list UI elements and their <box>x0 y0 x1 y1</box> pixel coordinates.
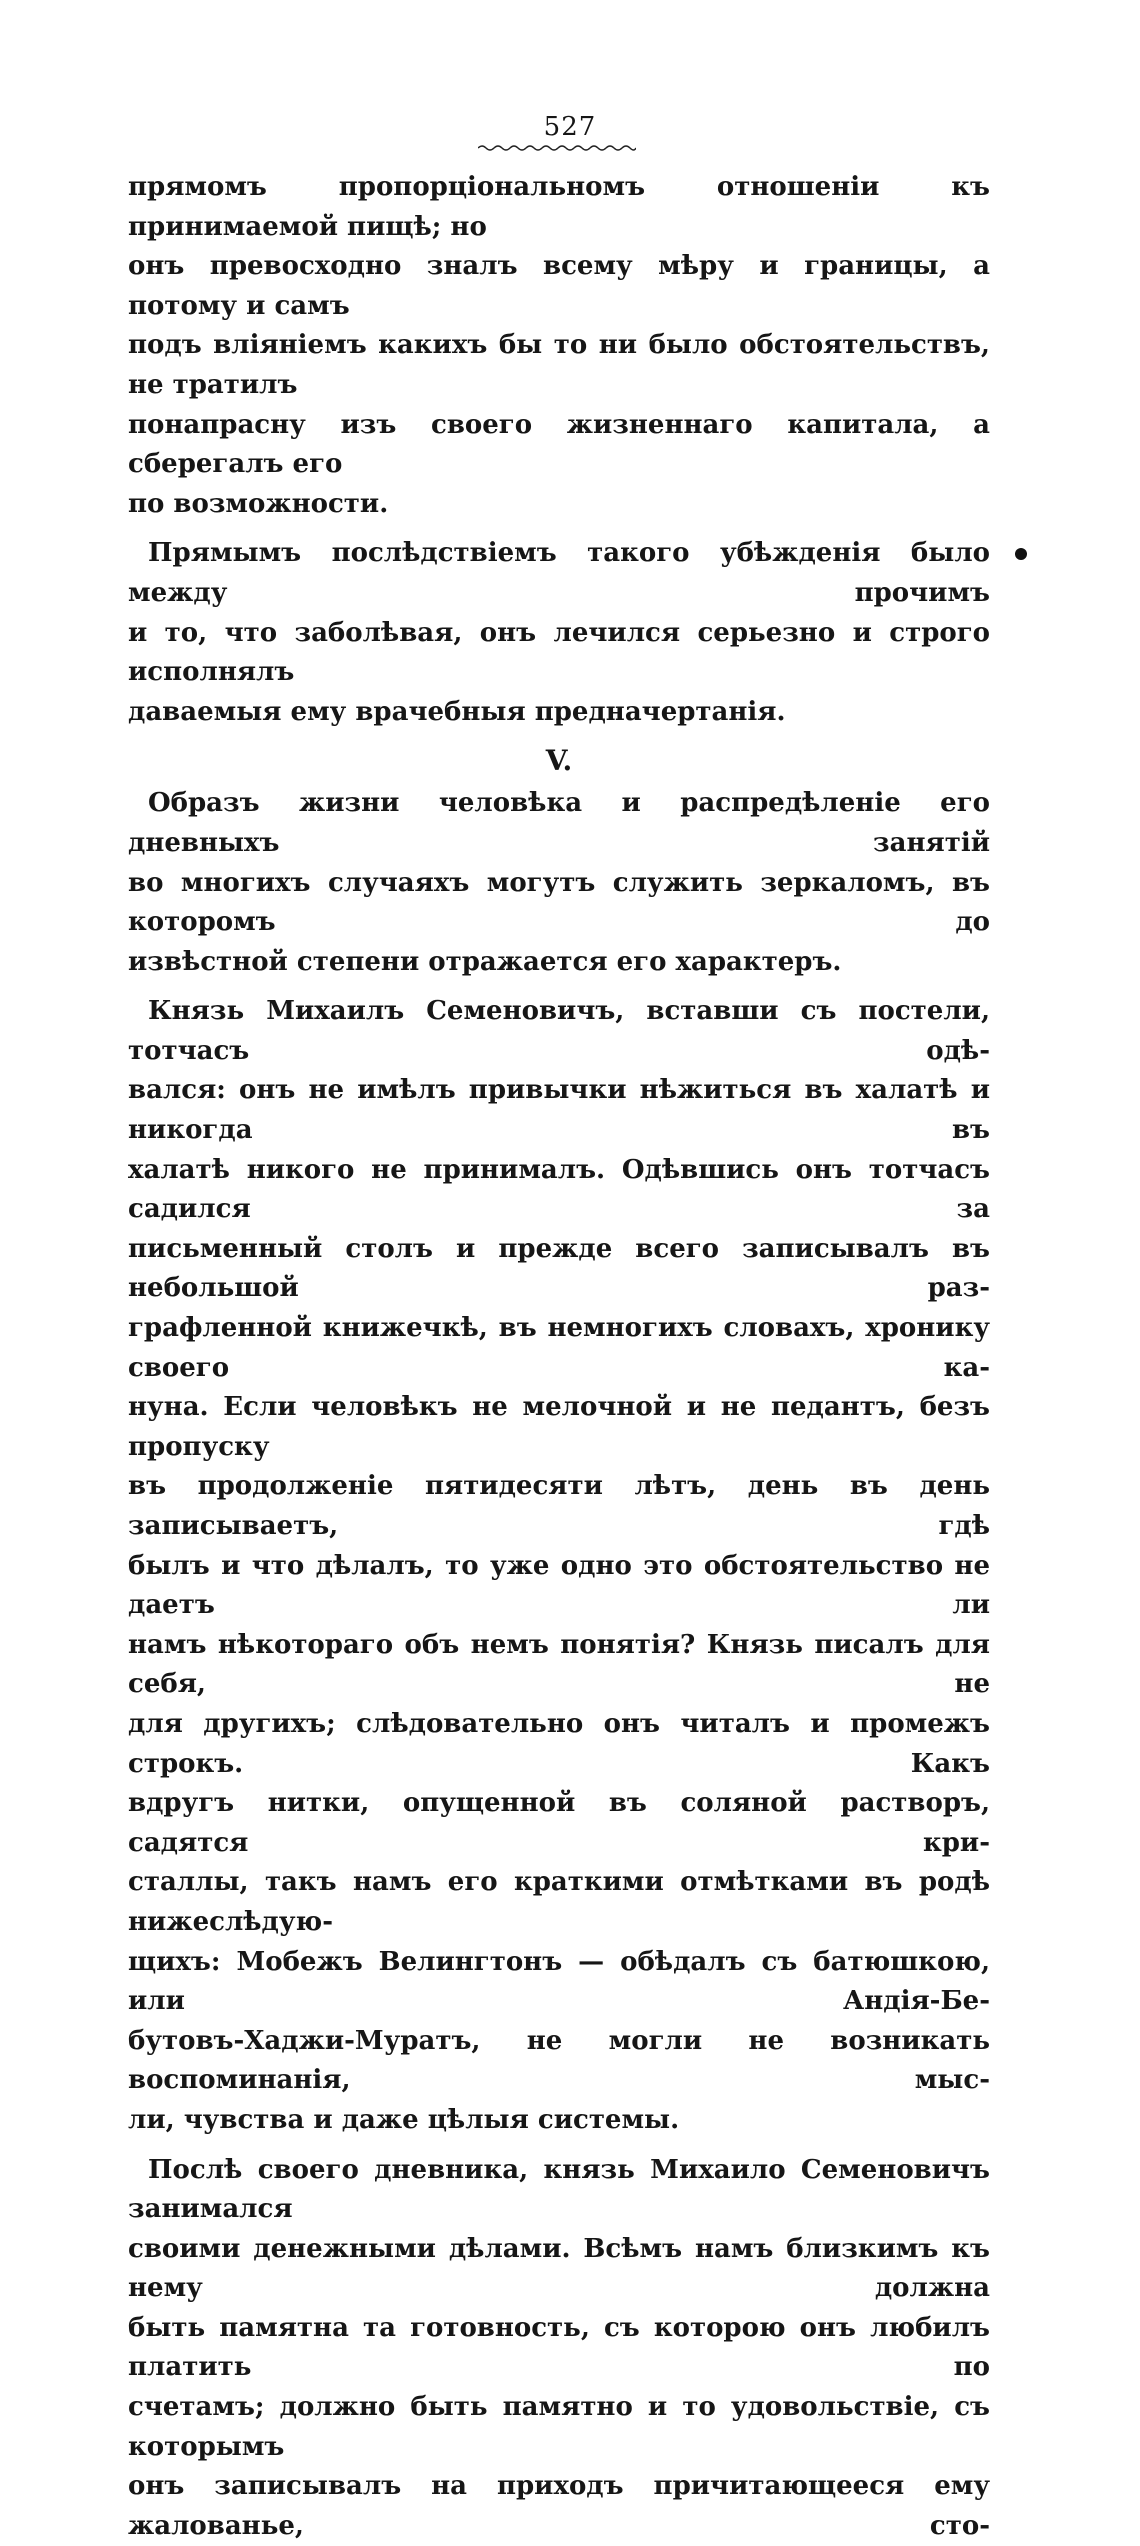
text-line: нуна. Если человѣкъ не мелочной и не педантъ, безъ пропуску <box>128 1388 990 1467</box>
text-line: былъ и что дѣлалъ, то уже одно это обстоятельство не даетъ ли <box>128 1547 990 1626</box>
text-line: вдругъ нитки, опущенной въ соляной растворъ, садятся кри- <box>128 1784 990 1863</box>
text-line: Князь Михаилъ Семеновичъ, вставши съ постели, тотчасъ одѣ- <box>128 992 990 1071</box>
paragraph-5 <box>128 2151 990 2546</box>
text-line: намъ нѣкотораго объ немъ понятія? Князь писалъ для себя, не <box>128 1626 990 1705</box>
text-line: во многихъ случаяхъ могутъ служить зеркаломъ, въ которомъ до <box>128 864 990 943</box>
text-line: вался: онъ не имѣлъ привычки нѣжиться въ халатѣ и никогда въ <box>128 1071 990 1150</box>
page-number: 527 <box>0 112 1140 142</box>
text-line: письменный столъ и прежде всего записывалъ въ небольшой раз- <box>128 1230 990 1309</box>
text-line: своими денежными дѣлами. Всѣмъ намъ близкимъ къ нему должна <box>128 2230 990 2309</box>
text-line: Образъ жизни человѣка и распредѣленіе его дневныхъ занятій <box>128 784 990 863</box>
text-line: понапрасну изъ своего жизненнаго капитала, а сберегалъ его <box>128 406 990 485</box>
paragraph-3 <box>128 784 990 982</box>
text-line: сталлы, такъ намъ его краткими отмѣтками въ родѣ нижеслѣдую- <box>128 1863 990 1942</box>
paragraph-4 <box>128 992 990 2140</box>
header-ornament <box>478 144 636 152</box>
paragraph-1 <box>128 168 990 524</box>
page-body <box>128 168 990 2546</box>
paragraph-gap <box>128 2141 990 2151</box>
text-line: онъ превосходно зналъ всему мѣру и границы, а потому и самъ <box>128 247 990 326</box>
chapter-heading: V. <box>128 744 990 778</box>
paragraph-2 <box>128 534 990 732</box>
text-line: извѣстной степени отражается его характеръ. <box>128 943 990 983</box>
text-line: быть памятна та готовность, съ которою онъ любилъ платить по <box>128 2309 990 2388</box>
text-line: счетамъ; должно быть памятно и то удовольствіе, съ которымъ <box>128 2388 990 2467</box>
text-line: Прямымъ послѣдствіемъ такого убѣжденія было между прочимъ <box>128 534 990 613</box>
text-line: халатѣ никого не принималъ. Одѣвшись онъ тотчасъ садился за <box>128 1151 990 1230</box>
text-line: ли, чувства и даже цѣлыя системы. <box>128 2101 990 2141</box>
text-line: бутовъ-Хаджи-Муратъ, не могли не возникать воспоминанія, мыс- <box>128 2022 990 2101</box>
text-line: графленной книжечкѣ, въ немногихъ словахъ, хронику своего ка- <box>128 1309 990 1388</box>
text-line: щихъ: Мобежъ Велингтонъ — обѣдалъ съ батюшкою, или Андія-Бе- <box>128 1943 990 2022</box>
text-line: прямомъ пропорціональномъ отношеніи къ принимаемой пищѣ; но <box>128 168 990 247</box>
text-line: онъ записывалъ на приходъ причитающееся ему жалованье, сто- <box>128 2467 990 2546</box>
text-line: Послѣ своего дневника, князь Михаило Семеновичъ занимался <box>128 2151 990 2230</box>
text-line: и то, что заболѣвая, онъ лечился серьезно и строго исполнялъ <box>128 614 990 693</box>
text-line: даваемыя ему врачебныя предначертанія. <box>128 693 990 733</box>
text-line: подъ вліяніемъ какихъ бы то ни было обстоятельствъ, не тратилъ <box>128 326 990 405</box>
paragraph-gap <box>128 982 990 992</box>
paragraph-gap <box>128 524 990 534</box>
text-line: по возможности. <box>128 485 990 525</box>
margin-ink-dot <box>1015 548 1027 560</box>
text-line: въ продолженіе пятидесяти лѣтъ, день въ день записываетъ, гдѣ <box>128 1467 990 1546</box>
text-line: для другихъ; слѣдовательно онъ читалъ и промежъ строкъ. Какъ <box>128 1705 990 1784</box>
